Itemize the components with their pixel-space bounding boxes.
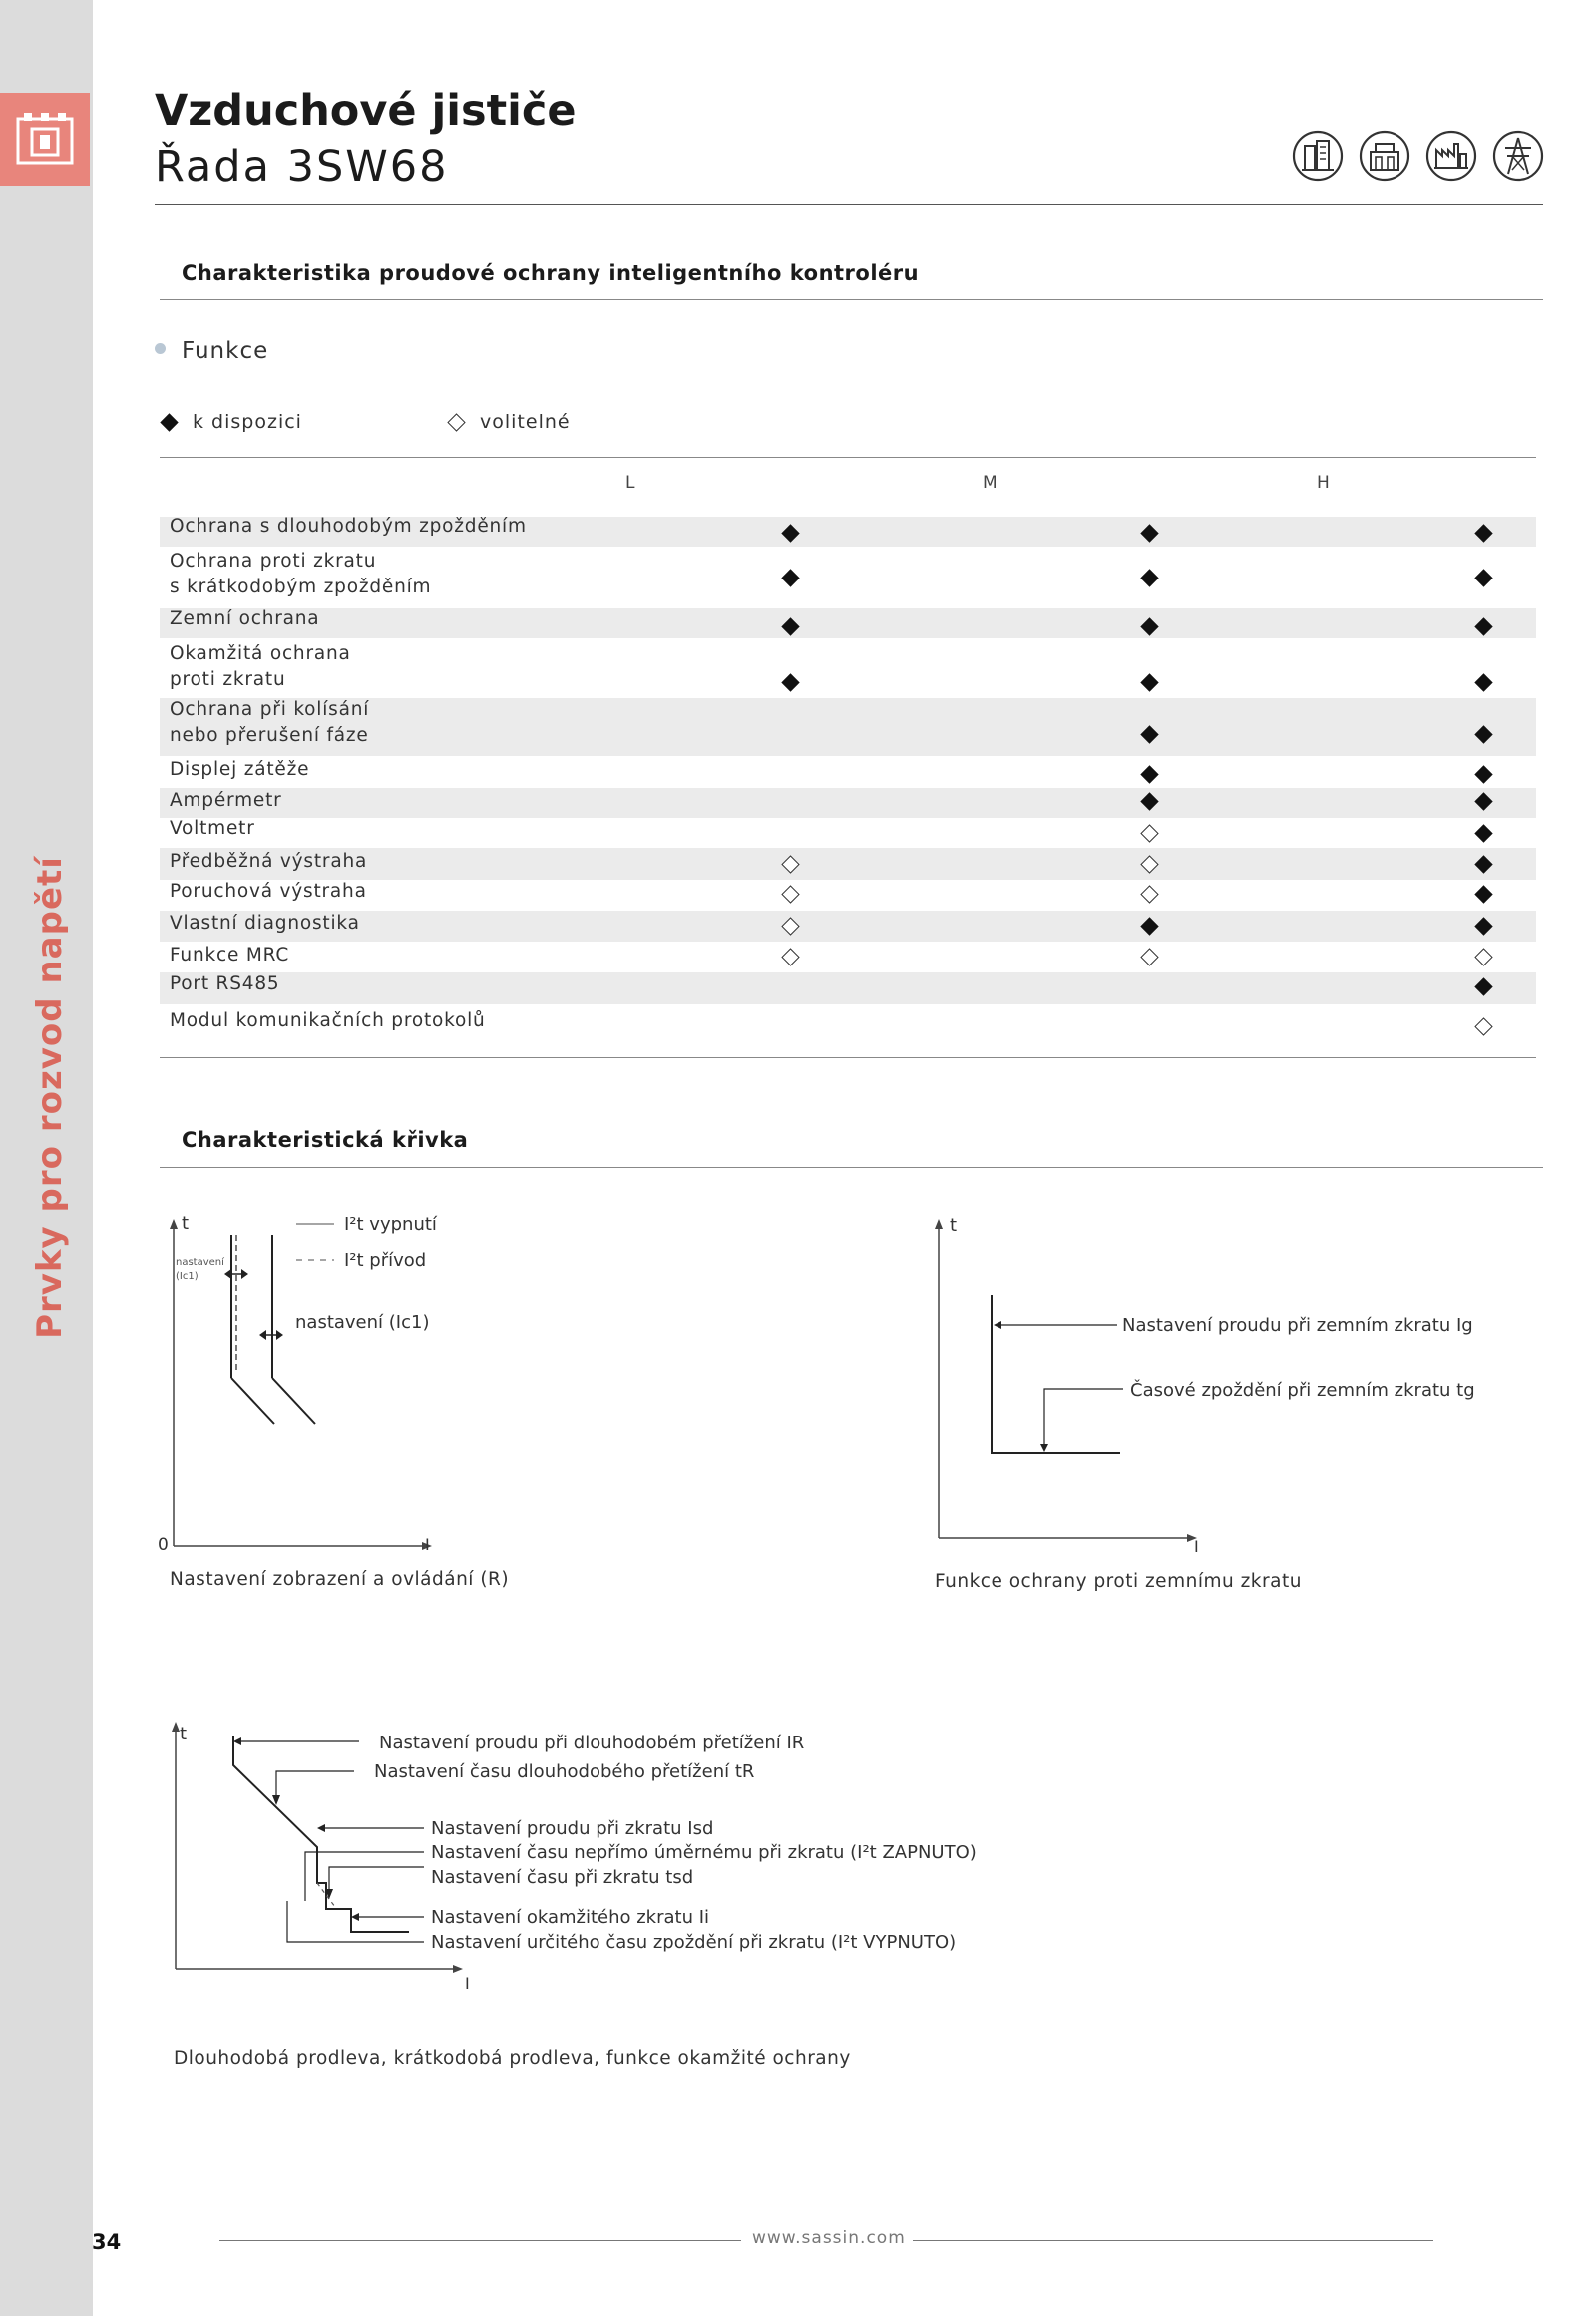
section-title-curve: Charakteristická křivka [182, 1128, 469, 1152]
cell-m [1132, 667, 1166, 697]
page-number: 34 [92, 2230, 122, 2254]
open-diamond-icon [1474, 948, 1492, 965]
column-header-h: H [1317, 473, 1330, 493]
cell-h [1466, 1011, 1500, 1041]
column-header-m: M [983, 473, 998, 493]
cell-m [1132, 611, 1166, 641]
filled-diamond-icon [1474, 977, 1492, 995]
filled-diamond-icon [1474, 524, 1492, 542]
cell-m [1132, 818, 1166, 848]
section-rule [160, 299, 1543, 300]
cell-m [1132, 786, 1166, 816]
cell-l [773, 879, 807, 909]
y-axis-arrow-icon [935, 1219, 943, 1229]
lsi-label-ir: Nastavení proudu při dlouhodobém přetížení IR [379, 1733, 805, 1753]
open-diamond-icon [781, 948, 799, 965]
chart-ground-caption: Funkce ochrany proti zemnímu zkratu [935, 1571, 1302, 1592]
row-label: Funkce MRC [170, 945, 290, 965]
isd-arrow-icon [317, 1824, 325, 1832]
row-label: s krátkodobým zpožděním [170, 577, 432, 597]
row-label: Modul komunikačních protokolů [170, 1010, 486, 1031]
table-row [160, 911, 1536, 942]
table-row [160, 1004, 1536, 1042]
filled-diamond-icon [1474, 725, 1492, 743]
ground-fault-curve [992, 1295, 1120, 1453]
filled-diamond-icon [1140, 569, 1158, 586]
open-diamond-icon [1140, 824, 1158, 842]
function-table [160, 517, 1536, 1042]
cell-h [1466, 818, 1500, 848]
cell-l [773, 942, 807, 971]
filled-diamond-icon [1140, 765, 1158, 783]
page-title: Vzduchové jističe [155, 86, 577, 136]
table-row [160, 756, 1536, 788]
lsi-label-tr: Nastavení času dlouhodobého přetížení tR [374, 1761, 755, 1782]
cell-l [773, 911, 807, 941]
table-row [160, 698, 1536, 756]
row-label: Vlastní diagnostika [170, 913, 360, 934]
filled-diamond-icon [1474, 673, 1492, 691]
row-label: Ochrana při kolísání [170, 699, 370, 720]
filled-diamond-icon [1140, 673, 1158, 691]
table-row [160, 972, 1536, 1004]
cell-h [1466, 611, 1500, 641]
sidebar-vertical-title: Prvky pro rozvod napětí [30, 856, 70, 1339]
filled-diamond-icon [1140, 792, 1158, 810]
filled-diamond-icon [1474, 855, 1492, 873]
open-diamond-icon [1140, 948, 1158, 965]
cell-m [1132, 879, 1166, 909]
setting-ic1-label: nastavení (Ic1) [295, 1312, 430, 1333]
row-label: nebo přerušení fáze [170, 725, 369, 746]
row-label: Port RS485 [170, 973, 280, 994]
legend-available [163, 411, 302, 433]
filled-diamond-icon [1474, 792, 1492, 810]
row-label: Poruchová výstraha [170, 881, 367, 902]
cell-l [773, 667, 807, 697]
filled-diamond-icon [1474, 885, 1492, 903]
cell-l [773, 611, 807, 641]
small-setting-label-2: (Ic1) [176, 1271, 199, 1282]
footer-rule-left [219, 2240, 741, 2241]
cell-l [773, 563, 807, 592]
power-tower-icon [1492, 130, 1544, 182]
cell-h [1466, 563, 1500, 592]
filled-diamond-icon [781, 524, 799, 542]
filled-diamond-icon [1140, 725, 1158, 743]
page-subtitle: Řada 3SW68 [155, 142, 449, 192]
row-label: Voltmetr [170, 818, 255, 839]
lsi-label-tsd: Nastavení času při zkratu tsd [431, 1867, 694, 1888]
legend-trip-label: I²t vypnutí [344, 1214, 437, 1235]
axis-t-label: t [182, 1213, 190, 1234]
filled-diamond-icon [1140, 917, 1158, 935]
row-label: Ampérmetr [170, 790, 282, 811]
cell-m [1132, 911, 1166, 941]
lsi-label-isd: Nastavení proudu při zkratu Isd [431, 1818, 714, 1839]
factory-building-icon [1359, 130, 1410, 182]
tg-leader-line [1044, 1389, 1123, 1446]
row-label: Předběžná výstraha [170, 851, 368, 872]
building-icon [1292, 130, 1344, 182]
table-row [160, 788, 1536, 818]
cell-h [1466, 942, 1500, 971]
chart-lsi-protection [160, 1716, 1017, 2005]
trip-curve-2-slope [272, 1378, 315, 1424]
axis-i-label: I [1194, 1537, 1199, 1556]
table-row [160, 547, 1536, 608]
legend-available-label: k dispozici [193, 411, 302, 433]
lsi-label-ii: Nastavení okamžitého zkratu Ii [431, 1907, 710, 1928]
open-diamond-icon [1474, 1017, 1492, 1035]
table-row [160, 638, 1536, 698]
i2t-on-leader [305, 1852, 424, 1901]
cell-m [1132, 759, 1166, 789]
chart-ground-fault [928, 1207, 1486, 1566]
tg-label: Časové zpoždění při zemním zkratu tg [1130, 1380, 1475, 1401]
cell-h [1466, 849, 1500, 879]
table-row [160, 818, 1536, 848]
cell-h [1466, 911, 1500, 941]
ii-arrow-icon [351, 1913, 359, 1921]
cell-h [1466, 879, 1500, 909]
table-row [160, 880, 1536, 911]
filled-diamond-icon [1140, 617, 1158, 635]
row-label: Ochrana proti zkratu [170, 551, 377, 572]
row-label: proti zkratu [170, 669, 286, 690]
industrial-plant-icon [1425, 130, 1477, 182]
table-bottom-rule [160, 1057, 1536, 1058]
cell-m [1132, 849, 1166, 879]
cell-m [1132, 518, 1166, 548]
cell-m [1132, 563, 1166, 592]
table-row [160, 942, 1536, 972]
axis-i-label: I [465, 1974, 470, 1993]
section-rule-curve [160, 1167, 1543, 1168]
column-header-l: L [625, 473, 635, 493]
tr-leader [276, 1771, 354, 1797]
circuit-breaker-icon [14, 111, 76, 169]
section-title-current: Charakteristika proudové ochrany inteligentního kontroléru [182, 261, 920, 285]
y-axis-arrow-icon [172, 1722, 180, 1732]
table-row [160, 848, 1536, 880]
chart-display-setting [150, 1207, 529, 1566]
header-rule [155, 204, 1543, 205]
subheading-funkce: Funkce [182, 338, 269, 364]
open-diamond-icon [781, 917, 799, 935]
small-setting-label: nastavení [176, 1257, 224, 1268]
filled-diamond-icon [1474, 765, 1492, 783]
axis-t-label: t [950, 1215, 958, 1236]
filled-diamond-icon [781, 617, 799, 635]
lsi-label-i2t-on: Nastavení času nepřímo úměrnému při zkratu (I²t ZAPNUTO) [431, 1842, 977, 1863]
filled-diamond-icon [1474, 617, 1492, 635]
tg-arrow-icon [1040, 1444, 1048, 1452]
row-label: Zemní ochrana [170, 608, 320, 629]
chart-lsi-caption: Dlouhodobá prodleva, krátkodobá prodleva, funkce okamžité ochrany [174, 2048, 851, 2069]
row-label: Okamžitá ochrana [170, 643, 351, 664]
footer-rule-right [913, 2240, 1433, 2241]
table-top-rule [160, 457, 1536, 458]
row-label: Ochrana s dlouhodobým zpožděním [170, 516, 527, 537]
header-icons [1292, 130, 1544, 182]
trip-curve-1-slope [231, 1378, 274, 1424]
cell-h [1466, 971, 1500, 1001]
sidebar-tab [0, 93, 90, 186]
open-diamond-icon [781, 855, 799, 873]
x-axis-arrow-icon [453, 1965, 463, 1973]
footer-url: www.sassin.com [752, 2228, 906, 2248]
legend-optional [450, 411, 571, 433]
cell-h [1466, 518, 1500, 548]
ir-arrow-icon [233, 1737, 241, 1745]
filled-diamond-icon [781, 569, 799, 586]
cell-h [1466, 759, 1500, 789]
filled-diamond-icon [160, 413, 178, 431]
axis-i-label: I [425, 1535, 430, 1554]
chart-display-caption: Nastavení zobrazení a ovládání (R) [170, 1569, 510, 1590]
filled-diamond-icon [1474, 824, 1492, 842]
open-diamond-icon [781, 885, 799, 903]
filled-diamond-icon [781, 673, 799, 691]
ig-label: Nastavení proudu při zemním zkratu Ig [1122, 1315, 1473, 1336]
open-diamond-icon [447, 413, 465, 431]
cell-l [773, 849, 807, 879]
filled-diamond-icon [1474, 917, 1492, 935]
tsd-leader [329, 1867, 424, 1891]
cell-m [1132, 942, 1166, 971]
axis-t-label: t [180, 1724, 188, 1744]
open-diamond-icon [1140, 855, 1158, 873]
ig-arrow-icon [994, 1321, 1001, 1329]
cell-m [1132, 719, 1166, 749]
origin-label: 0 [158, 1535, 169, 1555]
cell-h [1466, 667, 1500, 697]
legend-feed-label: I²t přívod [344, 1250, 427, 1271]
filled-diamond-icon [1140, 524, 1158, 542]
y-axis-arrow-icon [170, 1219, 178, 1229]
open-diamond-icon [1140, 885, 1158, 903]
lsi-label-i2t-off: Nastavení určitého času zpoždění při zkratu (I²t VYPNUTO) [431, 1932, 957, 1953]
cell-l [773, 518, 807, 548]
table-row [160, 608, 1536, 638]
cell-h [1466, 786, 1500, 816]
i2t-off-leader [287, 1901, 424, 1942]
cell-h [1466, 719, 1500, 749]
row-label: Displej zátěže [170, 759, 310, 780]
legend-optional-label: volitelné [480, 411, 571, 433]
bullet-icon [155, 343, 166, 354]
filled-diamond-icon [1474, 569, 1492, 586]
table-row [160, 517, 1536, 547]
